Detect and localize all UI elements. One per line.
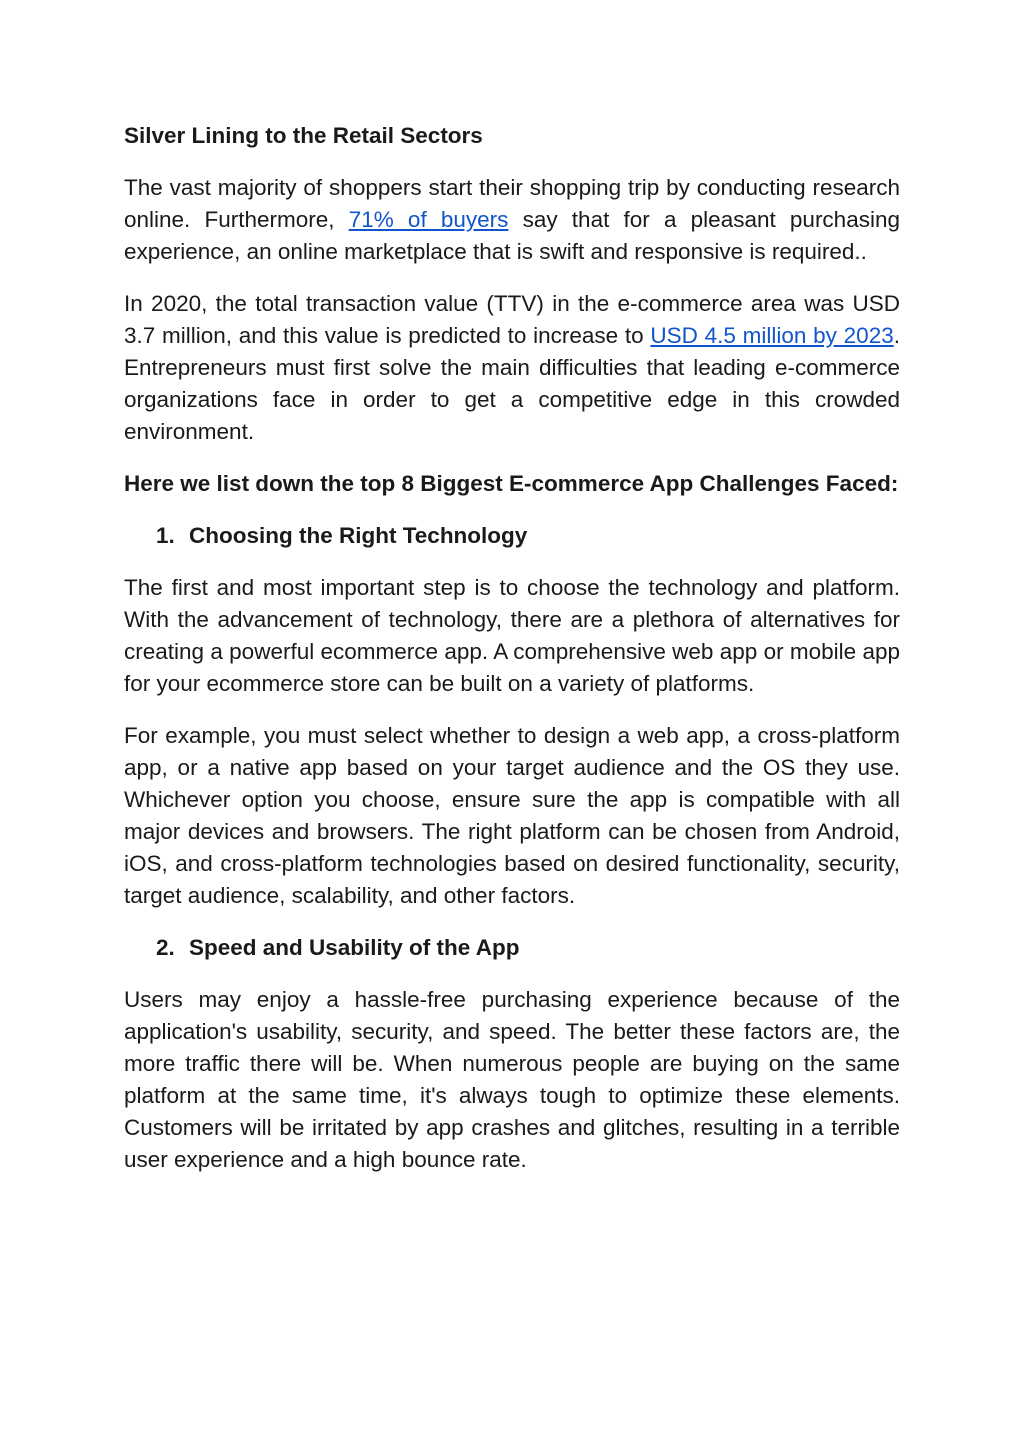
paragraph-technology-choice: The first and most important step is to choose the technology and platform. With the advancement of technology, there are a plethora of alternatives for creating a powerful ecommerce app. A comprehensive web app or mobile app for your ecommerce store can be built on a variety of platforms. bbox=[124, 575, 900, 696]
list-number: 2. bbox=[156, 935, 175, 960]
paragraph-shoppers-research bbox=[124, 172, 900, 268]
list-item-heading-1 bbox=[124, 520, 900, 552]
paragraph-speed-usability: Users may enjoy a hassle-free purchasing experience because of the application's usability, security, and speed. The better these factors are, the more traffic there will be. When numerous people are buying on the same platform at the same time, it's always tough to optimize these elements. Customers will be irritated by app crashes and glitches, resulting in a terrible user experience and a high bounce rate. bbox=[124, 987, 900, 1172]
section-heading: Silver Lining to the Retail Sectors bbox=[124, 123, 483, 148]
list-intro: Here we list down the top 8 Biggest E-commerce App Challenges Faced: bbox=[124, 471, 899, 496]
paragraph-platform-example: For example, you must select whether to design a web app, a cross-platform app, or a native app based on your target audience and the OS they use. Whichever option you choose, ensure sure the app is compatible with all major devices and browsers. The right platform can be chosen from Android, iOS, and cross-platform technologies based on desired functionality, security, target audience, scalability, and other factors. bbox=[124, 723, 900, 908]
list-item-title: Speed and Usability of the App bbox=[189, 935, 520, 960]
paragraph-text: . Entrepreneurs must first solve the main difficulties that leading e-commerce organizations face in order to get a competitive edge in this crowded environment. bbox=[124, 323, 900, 444]
buyers-statistic-link[interactable]: 71% of buyers bbox=[348, 207, 509, 232]
paragraph-text: In 2020, the total transaction value (TTV) in the e-commerce area was USD 3.7 million, and this value is predicted to increase to bbox=[124, 291, 900, 348]
list-item-title: Choosing the Right Technology bbox=[189, 523, 528, 548]
paragraph-ttv bbox=[124, 288, 900, 448]
document-page bbox=[124, 120, 900, 1196]
list-number: 1. bbox=[156, 523, 175, 548]
paragraph-text: The vast majority of shoppers start their shopping trip by conducting research online. Furthermore, bbox=[124, 175, 900, 232]
list-item-heading-2 bbox=[124, 932, 900, 964]
paragraph-text: say that for a pleasant purchasing experience, an online marketplace that is swift and responsive is required.. bbox=[124, 207, 900, 264]
usd-forecast-link[interactable]: USD 4.5 million by 2023 bbox=[650, 323, 894, 348]
